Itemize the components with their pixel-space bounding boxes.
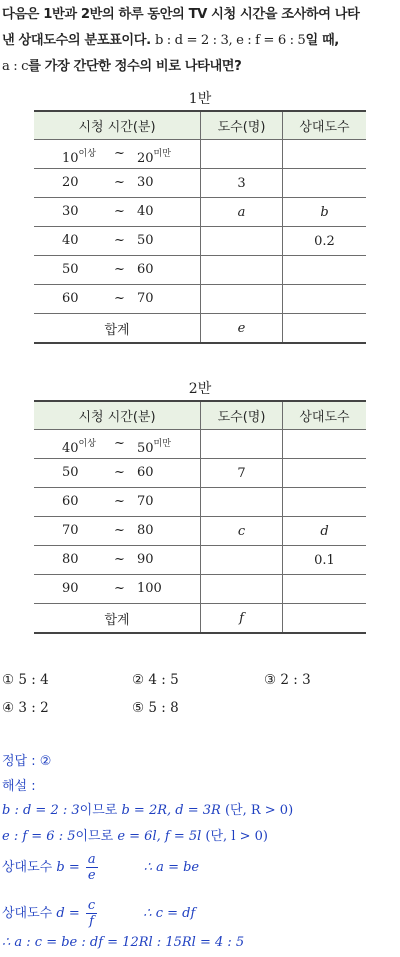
table1-rel-cell: 0.2 [283,227,367,256]
table1-title: 1반 [188,91,212,107]
explanation-4-lhs: d = [56,906,80,921]
choice-2[interactable]: ② 4 : 5 [132,672,179,688]
explanation-4-label: 상대도수 [2,906,53,921]
table1-range-low: 50 [62,262,79,277]
table2-freq-cell: c [201,517,283,546]
table1-rel-cell [283,256,367,285]
table1-freq-cell [201,285,283,314]
explanation-4-fraction [86,898,97,929]
explanation-line-5 [2,935,244,950]
table2-range-cell [34,430,201,459]
table2-range-tilde: ~ [114,436,125,451]
table1-rel-cell [283,140,367,169]
table2-total-rel [283,604,367,634]
table1-range-high: $20^{미만}$ [137,149,171,166]
table2-header-rel: 상대도수 [283,401,367,430]
table2-rel-cell [283,575,367,604]
table2-header-time: 시청 시간(분) [34,401,201,430]
table2-range-low: 70 [62,523,79,538]
explanation-line-2 [2,825,268,844]
question-target-ratio: a : c [2,59,29,74]
table2-rel-cell [283,430,367,459]
question-line-2-tail: 일 때, [305,33,339,48]
explanation-2-ratio: e : f = 6 : 5 [2,829,76,844]
table1-range-high: 40 [137,204,154,219]
question-line-2 [2,28,398,54]
table1-range-high: 70 [137,291,154,306]
table2-range-high: $50^{미만}$ [137,439,171,456]
table2-row [34,459,366,488]
table1-range-tilde: ~ [114,262,125,277]
table2-range-cell [34,546,201,575]
table1-range-high: 60 [137,262,154,277]
table2-range-cell [34,517,201,546]
choice-5[interactable]: ⑤ 5 : 8 [132,700,179,716]
question-line-3 [2,54,398,80]
table2-rel-cell [283,488,367,517]
table2-range-high: 70 [137,494,154,509]
table2-freq-cell [201,430,283,459]
explanation-line-1 [2,799,293,818]
explanation-3-denominator: e [87,868,96,883]
table2-range-tilde: ~ [114,552,125,567]
table2-range-tilde: ~ [114,465,125,480]
table1-range-tilde: ~ [114,146,125,161]
table1-below-mark: 미만 [153,149,171,159]
explanation-3-label: 상대도수 [2,860,53,875]
explanation-5-conclusion: ∴ a : c = be : df = 12Rl : 15Rl = 4 : 5 [2,935,245,950]
table1-range-high: 30 [137,175,154,190]
table1-header-time: 시청 시간(분) [34,111,201,140]
table1-range-low: 30 [62,204,79,219]
table1-range-cell [34,169,201,198]
table1-row [34,198,366,227]
table2-freq-cell [201,488,283,517]
table2-range-high: 60 [137,465,154,480]
table2-range-low: 50 [62,465,79,480]
table1-total-label: 합계 [34,314,201,344]
table2-range-high: 90 [137,552,154,567]
explanation-4-result: ∴ c = df [143,906,196,921]
table1-header-freq: 도수(명) [201,111,283,140]
table1-range-high: 50 [137,233,154,248]
explanation-3-numerator: a [87,852,96,867]
table1-freq-cell: 3 [201,169,283,198]
explanation-4-numerator: c [87,898,96,913]
table1-range-low: 60 [62,291,79,306]
table2-row [34,546,366,575]
choice-1[interactable]: ① 5 : 4 [2,672,49,688]
table2-range-low: $40^{이상}$ [62,439,96,456]
table1-range-cell [34,227,201,256]
explanation-1-ratio: b : d = 2 : 3 [2,803,80,818]
table1-range-low: 40 [62,233,79,248]
table2-above-mark: 이상 [78,439,96,449]
question-line-1: 다음은 1반과 2반의 하루 동안의 TV 시청 시간을 조사하여 나타 [2,7,360,22]
explanation-1-cond: (단, R > 0) [224,803,294,818]
table1-rel-cell [283,169,367,198]
table2-range-low: 60 [62,494,79,509]
table1-total-freq: e [201,314,283,344]
table2-range-tilde: ~ [114,494,125,509]
table1-row [34,227,366,256]
table1-range-cell [34,140,201,169]
table1-freq-cell [201,256,283,285]
table2-range-cell [34,488,201,517]
table2-row [34,517,366,546]
table2-rel-cell: d [283,517,367,546]
table2-row [34,430,366,459]
explanation-3-lhs: b = [56,860,80,875]
table2-range-tilde: ~ [114,581,125,596]
explanation-line-4 [2,898,195,929]
table1-rel-cell [283,285,367,314]
table1-range-tilde: ~ [114,291,125,306]
table1-range-tilde: ~ [114,233,125,248]
table2-range-tilde: ~ [114,523,125,538]
table1-above-mark: 이상 [78,149,96,159]
table1-range-cell [34,198,201,227]
answer-line: 정답 : ② [2,754,52,769]
explanation-1-text: 이므로 [79,803,118,818]
choice-3[interactable]: ③ 2 : 3 [264,672,311,688]
explanation-4-denominator: f [89,914,94,929]
table1 [34,110,366,344]
table1-row [34,285,366,314]
table1-range-cell [34,285,201,314]
explanation-line-3 [2,852,199,883]
choice-4[interactable]: ④ 3 : 2 [2,700,49,716]
table2-total-freq: f [201,604,283,634]
table2-row [34,488,366,517]
table2-range-high: 80 [137,523,154,538]
table2-freq-cell [201,575,283,604]
question-line-2-text: 낸 상대도수의 분포표이다. [2,33,151,48]
question-text [2,2,398,80]
table1-row [34,169,366,198]
table1-freq-cell [201,227,283,256]
table2-row [34,575,366,604]
table2-rel-cell [283,459,367,488]
table2-below-mark: 미만 [153,439,171,449]
table2-title: 2반 [188,381,212,397]
table1-freq-cell [201,140,283,169]
table1-range-low: 20 [62,175,79,190]
table2-range-cell [34,459,201,488]
table2 [34,400,366,634]
table2-header-freq: 도수(명) [201,401,283,430]
explanation-1-rest: b = 2R, d = 3R [121,803,221,818]
table1-rel-cell: b [283,198,367,227]
explanation-3-fraction [86,852,98,883]
table2-range-high: 100 [137,581,162,596]
question-line-3-text: 를 가장 간단한 정수의 비로 나타내면? [28,59,242,74]
explanation-3-result: ∴ a = be [143,860,200,875]
table1-header-rel: 상대도수 [283,111,367,140]
table2-range-cell [34,575,201,604]
table2-rel-cell: 0.1 [283,546,367,575]
table1-range-low: $10^{이상}$ [62,149,96,166]
table2-freq-cell [201,546,283,575]
table1-row [34,140,366,169]
table1-total-rel [283,314,367,344]
table1-freq-cell: a [201,198,283,227]
table1-range-cell [34,256,201,285]
table2-total-label: 합계 [34,604,201,634]
table1-row [34,256,366,285]
table2-range-low: 80 [62,552,79,567]
table1-range-tilde: ~ [114,204,125,219]
table2-range-low: 90 [62,581,79,596]
question-ratio-condition: b : d = 2 : 3, e : f = 6 : 5 [154,33,306,48]
explanation-label: 해설 : [2,779,36,794]
table1-range-tilde: ~ [114,175,125,190]
explanation-2-cond: (단, l > 0) [205,829,268,844]
table2-freq-cell: 7 [201,459,283,488]
explanation-2-rest: e = 6l, f = 5l [117,829,202,844]
explanation-2-text: 이므로 [75,829,114,844]
